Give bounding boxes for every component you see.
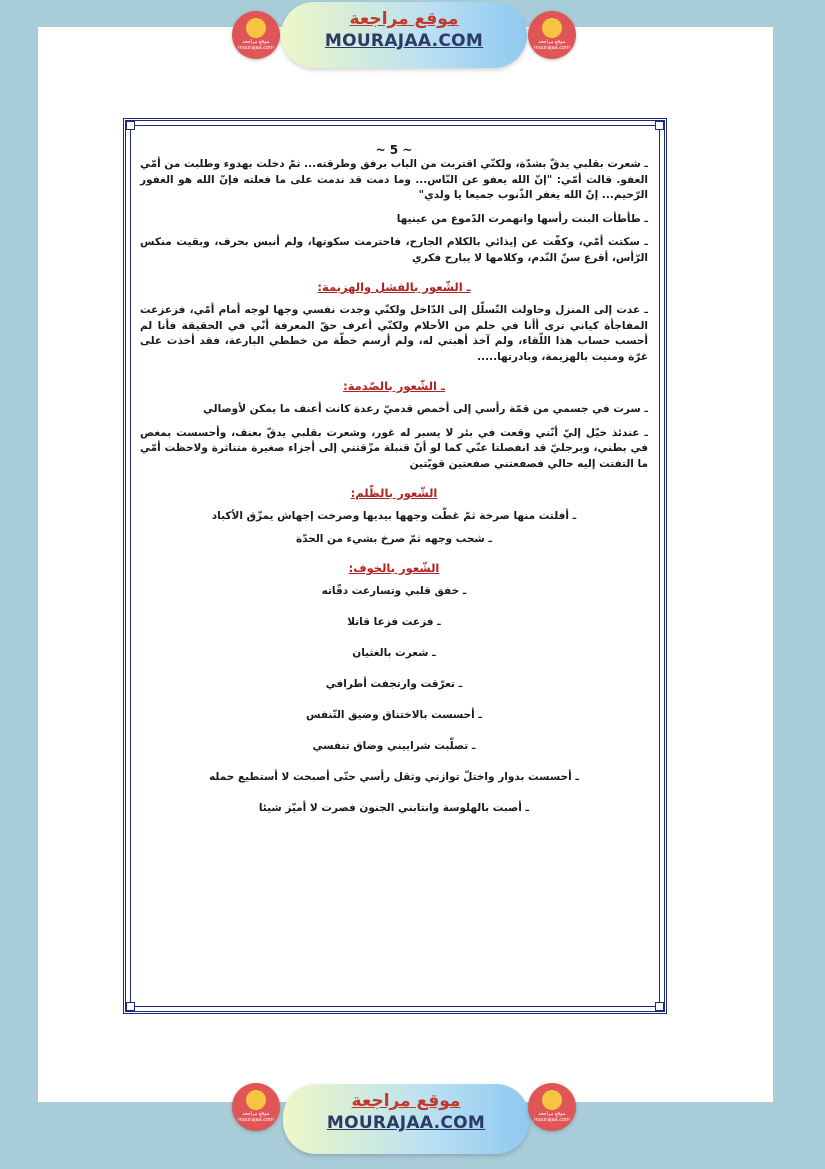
paragraph: ـ شعرت بقلبي يدقّ بشدّة، ولكنّي اقتربت من الباب برفق وطرقته... ثمّ دخلت بهدوء وطلبت من أمّي العفو. قالت أمّي: "إنّ الله يعفو عن النّاس... وما دمت قد ندمت على ما فعلته فإنّ الله هو الغفور الرّحيم... إنّ الله يغفر الذّنوب جميعا يا ولدي" (140, 158, 648, 201)
section-heading: ـ الشّعور بالفشل والهزيمة: (317, 280, 471, 294)
list-item: ـ أصبت بالهلوسة وانتابني الجنون فصرت لا أميّز شيئا (258, 802, 530, 814)
list-item: ـ شحب وجهه ثمّ صرخ بشيء من الحدّة (296, 533, 492, 545)
list-item: ـ شعرت بالغثيان (352, 647, 436, 659)
list-item: ـ أفلتت منها صرخة ثمّ غطّت وجهها بيديها وصرخت إجهاش يمزّق الأكباد (211, 510, 577, 522)
site-name-english[interactable]: MOURAJAA.COM (326, 1113, 486, 1133)
site-badge-right-icon: موقع مراجعة mourajaa.com (528, 11, 576, 59)
site-name-arabic[interactable]: موقع مراجعة (349, 9, 459, 29)
site-banner-bottom[interactable] (283, 1084, 529, 1154)
paragraph: ـ طأطأت البنت رأسها وانهمرت الدّموع من عينيها (396, 212, 648, 225)
document-content (140, 143, 648, 816)
page-number: ~ 5 ~ (375, 143, 413, 157)
list-item: ـ أحسست بدوار واختلّ توازني وثقل رأسي حتّى أصبحت لا أستطيع حمله (209, 771, 579, 783)
list-item: ـ أحسست بالاختناق وضيق التّنفس (306, 709, 482, 721)
section-heading: الشّعور بالظّلم: (350, 486, 438, 500)
list-item: ـ تصلّبت شراييني وضاق تنفسي (312, 740, 476, 752)
paragraph: ـ عندئذ خيّل إليّ أنّني وقعت في بئر لا يسبر له غور، وشعرت بقلبي يدقّ بعنف، وأحسست بمغص في بطني، وبرجليّ قد انفصلتا عنّي كما لو أنّ قنبلة مزّقتني إلى أجزاء صغيرة متناثرة ولاحظت أمّي ما التفتت إليه حالي فصفعتني صفعتين قويّتين (140, 426, 648, 470)
site-banner-top[interactable] (281, 2, 527, 68)
list-item: ـ فزعت فزعا قاتلا (347, 616, 441, 628)
site-badge-left-icon: موقع مراجعة mourajaa.com (232, 1083, 280, 1131)
list-item: ـ تعرّقت وارتجفت أطرافي (325, 678, 463, 690)
document-frame (123, 118, 667, 1014)
site-badge-right-icon: موقع مراجعة mourajaa.com (528, 1083, 576, 1131)
paragraph: ـ سرت في جسمي من قمّة رأسي إلى أخمص قدميّ رعدة كانت أعنف ما يمكن لأوصالي (203, 403, 648, 415)
paragraph: ـ عدت إلى المنزل وحاولت التّسلّل إلى الدّاخل ولكنّي وجدت نفسي وجها لوجه أمام أمّي، فزعزعت المفاجأة كياني ترى أأنا في حلم من الأحلام ولكنّي أعرف حقّ المعرفة أنّي في الحقيقة فأنا لم أحسب حساب هذا اللّقاء، ولم آخذ أهبتي له، ولم أرسم خطّة من خططي البارعة، فقد أخذت على غرّة ومنيت بالهزيمة، وبادرتها..... (140, 304, 648, 363)
section-heading: الشّعور بالخوف: (348, 561, 440, 575)
section-heading: ـ الشّعور بالصّدمة: (343, 379, 445, 393)
site-name-arabic[interactable]: موقع مراجعة (351, 1091, 461, 1111)
list-item: ـ خفق قلبي وتسارعت دقّاته (321, 585, 467, 597)
site-name-english[interactable]: MOURAJAA.COM (324, 31, 484, 51)
site-badge-left-icon: موقع مراجعة mourajaa.com (232, 11, 280, 59)
paragraph: ـ سكتت أمّي، وكفّت عن إيذائي بالكلام الجارح، فاحترمت سكوتها، ولم أنبس بحرف، وبقيت منكس الرّأس، أقرع سنّ النّدم، وكلامها لا يبارح فكري (140, 236, 648, 264)
